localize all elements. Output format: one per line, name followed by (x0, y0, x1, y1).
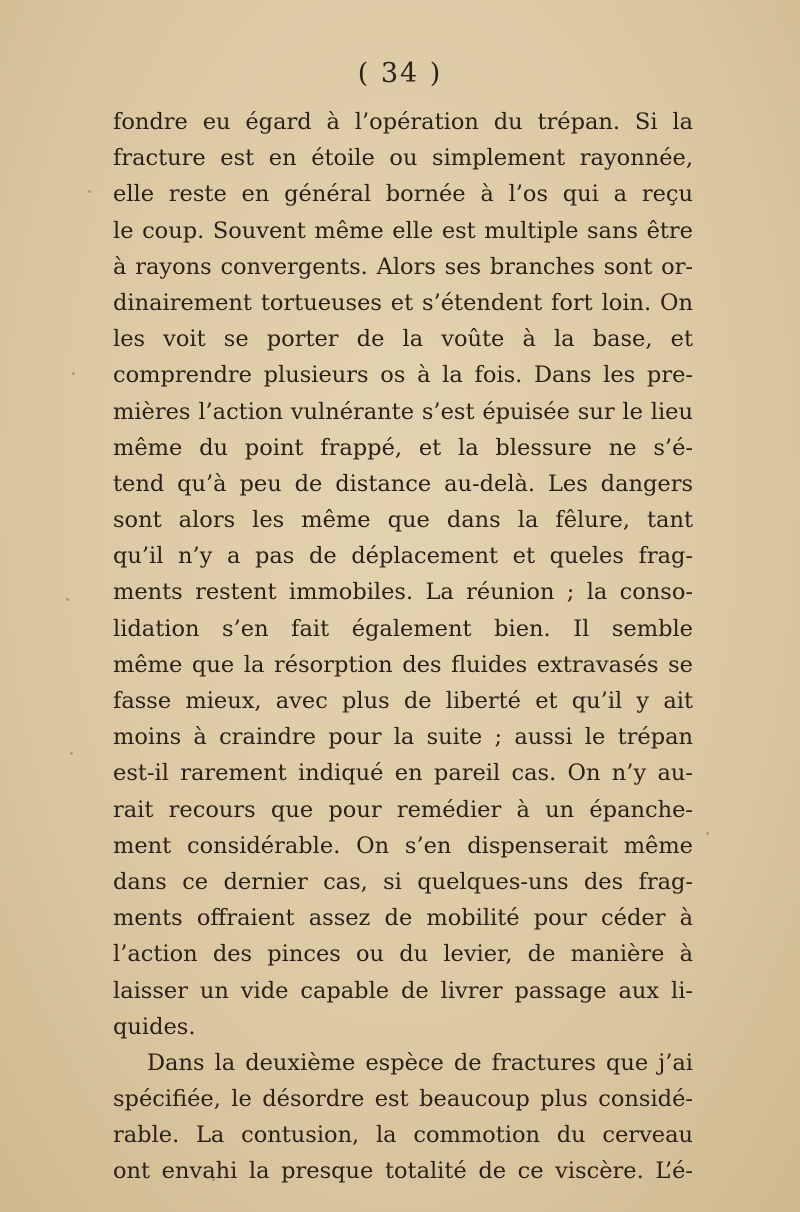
paper-speck (70, 752, 73, 755)
text-line: dinairement tortueuses et s’étendent fort loin. On (113, 289, 693, 316)
text-line: l’action des pinces ou du levier, de manière à (113, 941, 693, 968)
text-line: est-il rarement indiqué en pareil cas. On n’y au- (113, 760, 693, 787)
text-line: rable. La contusion, la commotion du cerveau (113, 1122, 693, 1149)
text-line: ont envahi la presque totalité de ce viscère. L’é- (113, 1158, 693, 1185)
text-line: même que la résorption des fluides extravasés se (113, 651, 693, 678)
text-line: fasse mieux, avec plus de liberté et qu’il y ait (113, 688, 693, 714)
text-line: mières l’action vulnérante s’est épuisée sur le lieu (113, 398, 693, 425)
text-line: spécifiée, le désordre est beaucoup plus considé- (113, 1086, 693, 1113)
text-line: même du point frappé, et la blessure ne s’é- (113, 434, 693, 461)
text-line: rait recours que pour remédier à un épanche- (113, 796, 693, 823)
text-line-paragraph-end: quides. (113, 1013, 196, 1040)
text-line: elle reste en général bornée à l’os qui a reçu (113, 181, 693, 208)
paper-speck (72, 372, 75, 375)
text-line: moins à craindre pour la suite ; aussi le trépan (113, 724, 693, 751)
text-line: les voit se porter de la voûte à la base, et (113, 326, 693, 353)
text-line: qu’il n’y a pas de déplacement et queles frag- (113, 543, 693, 570)
text-line: ments restent immobiles. La réunion ; la conso- (113, 579, 693, 606)
paper-speck (706, 832, 709, 835)
text-line-paragraph-start: Dans la deuxième espèce de fractures que j’ai (147, 1049, 693, 1076)
text-line: fondre eu égard à l’opération du trépan. Si la (113, 109, 693, 135)
text-line: lidation s’en fait également bien. Il semble (113, 615, 693, 642)
paper-speck (66, 598, 69, 601)
text-line: ments offraient assez de mobilité pour céder à (113, 905, 693, 932)
text-line: à rayons convergents. Alors ses branches sont or- (113, 253, 693, 280)
body-text (113, 104, 693, 1190)
page-number: ( 34 ) (357, 58, 443, 89)
text-line: ment considérable. On s’en dispenserait même (113, 832, 693, 859)
text-line: sont alors les même que dans la fêlure, tant (113, 507, 693, 534)
paper-speck (212, 1178, 215, 1181)
text-line: laisser un vide capable de livrer passage aux li- (113, 977, 693, 1004)
text-line: tend qu’à peu de distance au-delà. Les dangers (113, 470, 693, 497)
text-line: le coup. Souvent même elle est multiple sans être (113, 217, 693, 244)
text-line: dans ce dernier cas, si quelques-uns des frag- (113, 868, 693, 895)
text-line: fracture est en étoile ou simplement rayonnée, (113, 145, 693, 172)
text-line: comprendre plusieurs os à la fois. Dans les pre- (113, 362, 693, 389)
paper-speck (88, 190, 91, 193)
